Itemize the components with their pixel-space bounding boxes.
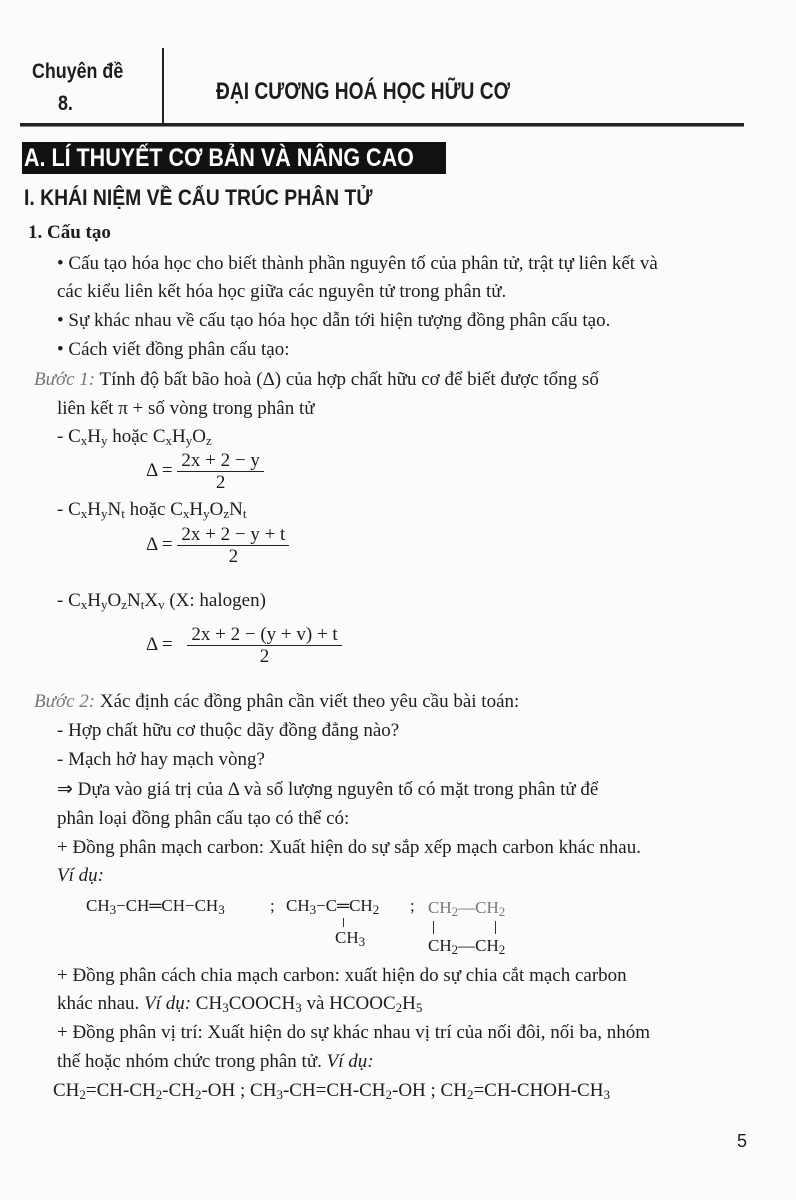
delta-formula-2 bbox=[146, 524, 289, 567]
subscript: 3 bbox=[358, 934, 366, 949]
heading: 1. Cấu tạo bbox=[28, 222, 111, 243]
text-run: liên kết π + số vòng trong phân tử bbox=[57, 398, 315, 419]
text-run: thế hoặc nhóm chức trong phân tử. bbox=[57, 1051, 327, 1072]
text-run: Ví dụ: bbox=[144, 993, 192, 1014]
denominator: 2 bbox=[215, 472, 226, 493]
text-run: −C═CH bbox=[316, 896, 373, 915]
text-run: CH bbox=[191, 993, 223, 1014]
text-run: các kiểu liên kết hóa học giữa các nguyên tử trong phân tử. bbox=[57, 281, 507, 302]
header-rule bbox=[20, 123, 744, 127]
bond-line bbox=[343, 918, 344, 927]
subscript: y bbox=[203, 506, 210, 521]
subscript: 2 bbox=[155, 1087, 163, 1102]
text-run: (X: halogen) bbox=[164, 590, 266, 611]
text-line bbox=[57, 253, 658, 275]
cyclobutane-bottom bbox=[428, 936, 505, 956]
page-number: 5 bbox=[737, 1131, 748, 1151]
subsection-title: I. KHÁI NIỆM VỀ CẤU TRÚC PHÂN TỬ bbox=[24, 185, 373, 210]
text-run: H bbox=[87, 590, 101, 611]
text-run: -OH ; CH bbox=[201, 1080, 277, 1101]
text-run: phân loại đồng phân cấu tạo có thể có: bbox=[57, 808, 350, 829]
text-run: CH bbox=[428, 898, 452, 917]
text-line bbox=[57, 779, 598, 801]
delta-symbol: Δ = bbox=[146, 633, 173, 655]
text-run: Bước 2: bbox=[34, 691, 96, 712]
subscript: 3 bbox=[218, 902, 225, 917]
subscript: x bbox=[80, 433, 88, 448]
formula-line bbox=[57, 426, 212, 448]
cyclobutane-top bbox=[428, 898, 505, 918]
text-run: Bước 1: bbox=[34, 369, 96, 390]
subscript: 3 bbox=[295, 1000, 302, 1015]
subscript: v bbox=[158, 597, 165, 612]
text-run: - C bbox=[57, 499, 81, 520]
text-run: CH bbox=[335, 928, 359, 947]
text-run: COOCH bbox=[228, 993, 296, 1014]
text-run: H bbox=[402, 993, 416, 1014]
text-run: - Mạch hở hay mạch vòng? bbox=[57, 749, 265, 770]
subscript: 2 bbox=[451, 942, 459, 957]
text-run: CH bbox=[86, 896, 110, 915]
text-run: CH bbox=[53, 1080, 80, 1101]
subscript: y bbox=[100, 597, 108, 612]
text-run: và HCOOC bbox=[301, 993, 396, 1014]
text-line bbox=[57, 281, 506, 303]
text-run: + Đồng phân cách chia mạch carbon: xuất hiện do sự chia cắt mạch carbon bbox=[57, 965, 627, 986]
chapter-label: Chuyên đề bbox=[32, 60, 124, 83]
text-line bbox=[57, 965, 627, 987]
text-run: —CH bbox=[458, 936, 499, 955]
subscript: 2 bbox=[451, 904, 459, 919]
subscript: z bbox=[206, 433, 212, 448]
chapter-number: 8. bbox=[58, 92, 73, 115]
subscript: y bbox=[100, 433, 108, 448]
text-run: H bbox=[87, 426, 101, 447]
text-run: N bbox=[107, 499, 122, 520]
text-run: =CH-CH bbox=[85, 1080, 156, 1101]
text-run: Ví dụ: bbox=[326, 1051, 374, 1072]
text-run: + Đồng phân mạch carbon: Xuất hiện do sự sắp xếp mạch carbon khác nhau. bbox=[57, 837, 641, 858]
text-run: H bbox=[189, 499, 204, 520]
text-run: - C bbox=[57, 590, 81, 611]
text-run: H bbox=[87, 499, 101, 520]
subscript: 2 bbox=[395, 1000, 403, 1015]
molecule-but-2-ene bbox=[86, 896, 225, 916]
subscript: x bbox=[165, 433, 173, 448]
text-run: O bbox=[209, 499, 224, 520]
numerator: 2x + 2 − (y + v) + t bbox=[187, 624, 341, 646]
molecule-methylpropene bbox=[286, 896, 379, 916]
text-line bbox=[57, 749, 265, 771]
text-line bbox=[34, 369, 599, 391]
subscript: 3 bbox=[109, 902, 117, 917]
text-run: • Cấu tạo hóa học cho biết thành phần nguyên tố của phân tử, trật tự liên kết và bbox=[57, 253, 658, 274]
subscript: x bbox=[80, 506, 88, 521]
text-line bbox=[57, 720, 399, 742]
text-run: • Sự khác nhau về cấu tạo hóa học dẫn tới hiện tượng đồng phân cấu tạo. bbox=[57, 310, 611, 331]
formula-line bbox=[57, 499, 247, 521]
methyl-branch bbox=[335, 928, 365, 948]
subscript: 3 bbox=[222, 1000, 229, 1015]
delta-formula-3 bbox=[146, 624, 342, 667]
subscript: x bbox=[182, 506, 190, 521]
subscript: 5 bbox=[415, 1000, 423, 1015]
subscript: t bbox=[121, 506, 125, 521]
text-line bbox=[57, 1022, 650, 1044]
text-run: - C bbox=[57, 426, 81, 447]
text-run: CH bbox=[286, 896, 310, 915]
delta-formula-1 bbox=[146, 450, 264, 493]
text-line bbox=[57, 993, 422, 1015]
subscript: z bbox=[121, 597, 127, 612]
subscript: t bbox=[140, 597, 145, 612]
text-line bbox=[34, 691, 519, 713]
subscript: 3 bbox=[309, 902, 317, 917]
text-run: =CH-CHOH-CH bbox=[473, 1080, 604, 1101]
text-line bbox=[57, 398, 315, 420]
text-line bbox=[57, 1051, 374, 1073]
text-run: −CH═CH−CH bbox=[116, 896, 219, 915]
text-run: N bbox=[127, 590, 141, 611]
subscript: y bbox=[100, 506, 108, 521]
header-divider bbox=[162, 48, 164, 124]
formula-line bbox=[57, 590, 266, 612]
text-run: -OH ; CH bbox=[392, 1080, 467, 1101]
text-run: Tính độ bất bão hoà (Δ) của hợp chất hữu cơ để biết được tổng số bbox=[95, 369, 599, 390]
section-title: A. LÍ THUYẾT CƠ BẢN VÀ NÂNG CAO bbox=[24, 144, 414, 172]
text-run: -CH=CH-CH bbox=[282, 1080, 386, 1101]
text-run: CH bbox=[428, 936, 452, 955]
subscript: 2 bbox=[194, 1087, 202, 1102]
text-run: O bbox=[192, 426, 206, 447]
text-line bbox=[57, 808, 349, 830]
delta-symbol: Δ = bbox=[146, 459, 173, 481]
separator: ; bbox=[270, 896, 275, 915]
text-run: hoặc C bbox=[124, 499, 183, 520]
text-run: khác nhau. bbox=[57, 993, 145, 1014]
subscript: t bbox=[242, 506, 247, 521]
subscript: y bbox=[185, 433, 193, 448]
text-run: hoặc C bbox=[107, 426, 166, 447]
separator: ; bbox=[410, 896, 415, 915]
chapter-title: ĐẠI CƯƠNG HOÁ HỌC HỮU CƠ bbox=[216, 78, 510, 105]
subscript: 2 bbox=[498, 942, 506, 957]
text-line bbox=[53, 1080, 610, 1102]
numerator: 2x + 2 − y bbox=[177, 450, 263, 472]
bond-line bbox=[495, 921, 496, 934]
numerator: 2x + 2 − y + t bbox=[177, 524, 289, 546]
bond-line bbox=[433, 921, 434, 934]
text-run: - Hợp chất hữu cơ thuộc dãy đồng đẳng nào? bbox=[57, 720, 400, 741]
delta-symbol: Δ = bbox=[146, 533, 173, 555]
subscript: 3 bbox=[603, 1087, 610, 1102]
text-line bbox=[57, 865, 104, 887]
subscript: 2 bbox=[372, 902, 380, 917]
text-run: Xác định các đồng phân cần viết theo yêu cầu bài toán: bbox=[95, 691, 520, 712]
subscript: 2 bbox=[385, 1087, 392, 1102]
text-run: N bbox=[229, 499, 243, 520]
subscript: 2 bbox=[79, 1087, 86, 1102]
text-line bbox=[57, 837, 641, 859]
text-run: H bbox=[172, 426, 186, 447]
subscript: 2 bbox=[466, 1087, 474, 1102]
text-run: —CH bbox=[458, 898, 499, 917]
text-run: ⇒ Dựa vào giá trị của Δ và số lượng nguyên tố có mặt trong phân tử để bbox=[57, 779, 599, 800]
text-run: O bbox=[107, 590, 122, 611]
text-line bbox=[57, 310, 610, 332]
subscript: 3 bbox=[276, 1087, 283, 1102]
text-run: + Đồng phân vị trí: Xuất hiện do sự khác nhau vị trí của nối đôi, nối ba, nhóm bbox=[57, 1022, 651, 1043]
subscript: x bbox=[80, 597, 88, 612]
text-run: -CH bbox=[162, 1080, 195, 1101]
subscript: 2 bbox=[498, 904, 506, 919]
denominator: 2 bbox=[259, 646, 270, 667]
denominator: 2 bbox=[228, 546, 239, 567]
subscript: z bbox=[223, 506, 230, 521]
text-run: • Cách viết đồng phân cấu tạo: bbox=[57, 339, 290, 360]
text-line bbox=[57, 339, 289, 361]
text-run: Ví dụ: bbox=[57, 865, 104, 886]
text-run: X bbox=[144, 590, 159, 611]
